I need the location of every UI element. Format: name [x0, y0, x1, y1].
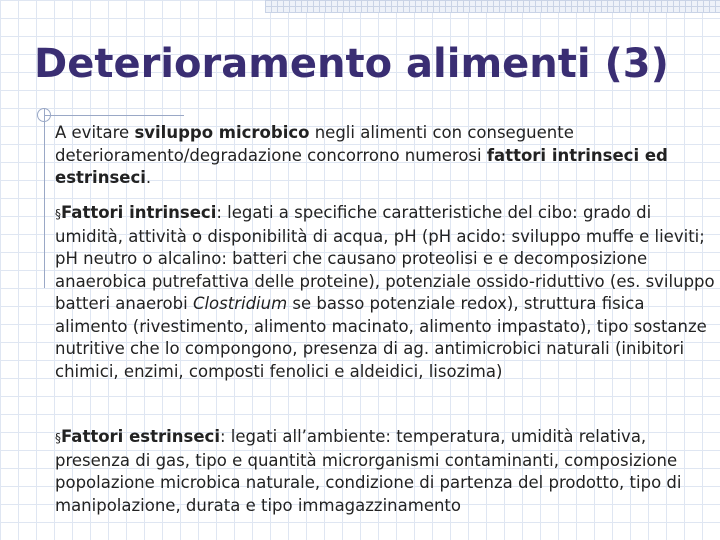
header-band	[265, 0, 720, 13]
bullet-intrinsic-italic: Clostridium	[192, 294, 288, 313]
circle-ornament-icon	[37, 108, 51, 122]
intro-paragraph	[55, 122, 715, 190]
intro-text-1: A evitare	[55, 123, 135, 142]
bullet-extrinsic	[55, 426, 715, 517]
intro-bold-2: fattori intrinseci ed estrinseci	[55, 145, 668, 187]
bullet-intrinsic-text-b: se basso potenziale redox), struttura fisica alimento (rivestimento, alimento macinato, alimento impastato), tipo sostanze nutritive che lo compongono, presenza di ag. antimicrobici naturali (inibitori chimici, enzimi, composti fenolici e aldeidici, lisozima)	[55, 294, 707, 381]
bullet-intrinsic-term: Fattori intrinseci	[61, 203, 217, 222]
bullet-intrinsic-text-a: : legati a specifiche caratteristiche del cibo: grado di umidità, attività o disponibilità di acqua, pH (pH acido: sviluppo muffe e lieviti; pH neutro o alcalino: batteri che causano proteolisi e e decomposizione anaerobica putrefattiva delle proteine), potenziale ossido-riduttivo (es. sviluppo batteri anaerobi	[55, 203, 715, 313]
title-underline	[44, 115, 184, 116]
bullet-extrinsic-text-a: : legati all’ambiente: temperatura, umidità relativa, presenza di gas, tipo e quantità microrganismi contaminanti, composizione popolazione microbica naturale, condizione di partenza del prodotto, tipo di manipolazione, durata e tipo immagazzinamento	[55, 427, 682, 515]
bullet-intrinsic	[55, 202, 715, 383]
intro-text-3: .	[145, 168, 152, 187]
intro-bold-1: sviluppo microbico	[134, 123, 310, 142]
bullet-marker-icon: §	[55, 207, 61, 221]
bullet-extrinsic-term: Fattori estrinseci	[61, 427, 220, 446]
bullet-marker-icon: §	[55, 431, 61, 445]
slide-title: Deterioramento alimenti (3)	[34, 41, 669, 87]
margin-rule	[44, 108, 45, 288]
intro-text-2: negli alimenti con conseguente deterioramento/degradazione concorrono numerosi	[55, 123, 574, 165]
